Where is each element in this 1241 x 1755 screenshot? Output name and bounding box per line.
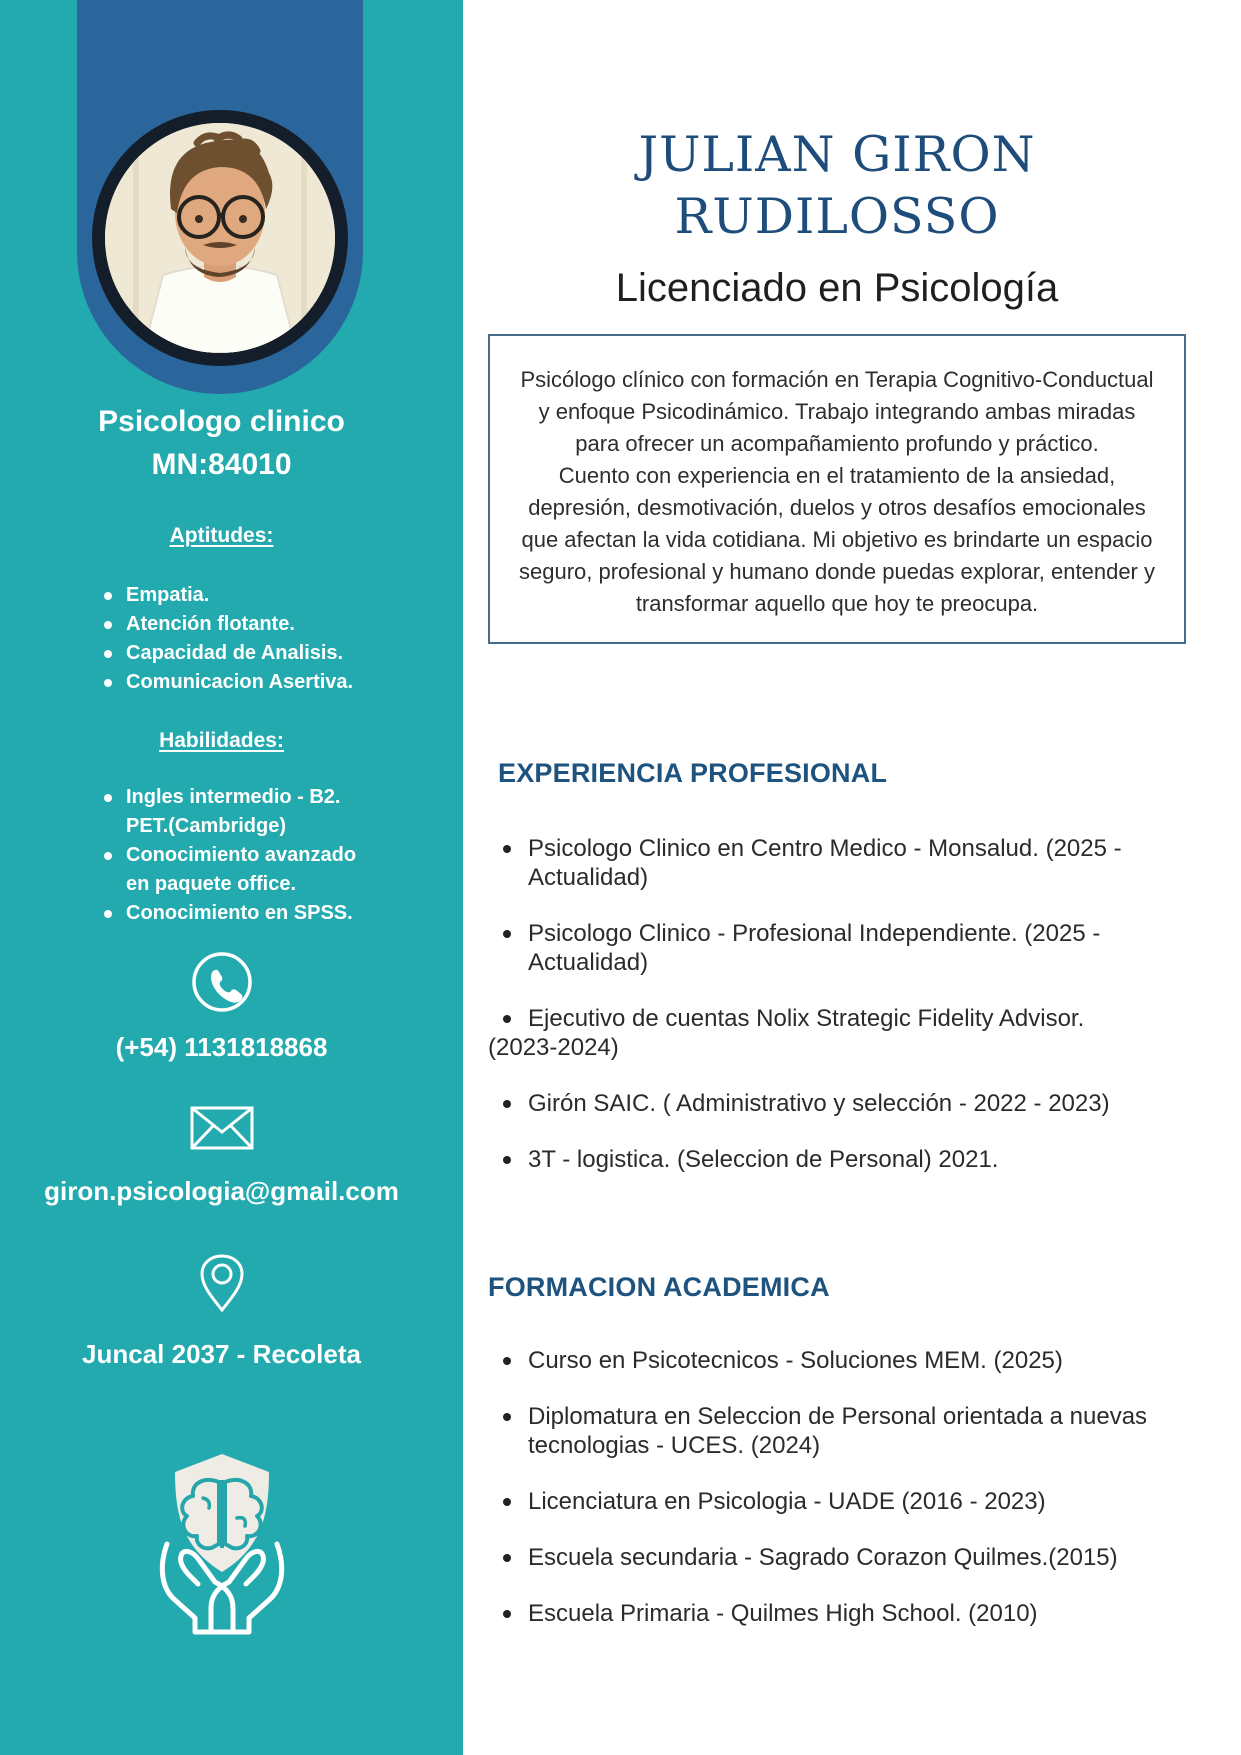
map-pin-icon xyxy=(0,1253,443,1313)
experience-item: Ejecutivo de cuentas Nolix Strategic Fidelity Advisor. (2023-2024) xyxy=(488,1004,1186,1062)
degree-subtitle: Licenciado en Psicología xyxy=(615,266,1059,310)
summary-paragraph: Cuento con experiencia en el tratamiento de la ansiedad, depresión, desmotivación, duelos y otros desafíos emocionales que afectan la vida cotidiana. Mi objetivo es brindarte un espacio seguro, profesional y humano donde puedas explorar, entender y transformar aquello que hoy te preocupa. xyxy=(519,463,1155,616)
list-item: Ingles intermedio - B2. PET.(Cambridge) xyxy=(100,783,362,841)
list-item: Empatia. xyxy=(100,581,380,610)
education-section-heading: FORMACION ACADEMICA xyxy=(488,1272,830,1302)
phone-number: (+54) 1131818868 xyxy=(115,1032,328,1062)
role-title xyxy=(0,400,443,486)
name-line1: JULIAN GIRON xyxy=(638,126,1036,183)
photo-backdrop-pill xyxy=(77,0,363,394)
portrait-avatar-graphic xyxy=(105,123,335,353)
portrait-avatar xyxy=(105,123,335,353)
education-item: Diplomatura en Seleccion de Personal orientada a nuevas tecnologias - UCES. (2024) xyxy=(488,1402,1186,1460)
habilidades-list xyxy=(100,783,362,928)
main-content xyxy=(463,0,1241,1755)
list-item: Conocimiento avanzado en paquete office. xyxy=(100,841,362,899)
brain-in-hands-icon xyxy=(0,1446,443,1636)
registration-number: MN:84010 xyxy=(151,448,292,481)
experience-section-heading: EXPERIENCIA PROFESIONAL xyxy=(498,758,888,788)
education-list xyxy=(488,1346,1186,1628)
education-item: Curso en Psicotecnicos - Soluciones MEM. (2025) xyxy=(488,1346,1186,1375)
list-item: Atención flotante. xyxy=(100,610,380,639)
education-item: Escuela Primaria - Quilmes High School. (2010) xyxy=(488,1599,1186,1628)
education-item: Escuela secundaria - Sagrado Corazon Quilmes.(2015) xyxy=(488,1543,1186,1572)
aptitudes-list xyxy=(100,581,380,697)
habilidades-heading: Habilidades: xyxy=(159,729,284,752)
address: Juncal 2037 - Recoleta xyxy=(82,1339,361,1369)
list-item: Capacidad de Analisis. xyxy=(100,639,380,668)
sidebar xyxy=(0,0,463,1755)
experience-item: Psicologo Clinico en Centro Medico - Monsalud. (2025 - Actualidad) xyxy=(488,834,1186,892)
experience-item: 3T - logistica. (Seleccion de Personal) 2021. xyxy=(488,1145,1186,1174)
role-line1: Psicologo clinico xyxy=(98,405,345,438)
experience-item: Girón SAIC. ( Administrativo y selección - 2022 - 2023) xyxy=(488,1089,1186,1118)
list-item: Conocimiento en SPSS. xyxy=(100,899,362,928)
name-line2: RUDILOSSO xyxy=(674,188,1000,245)
phone-circle-icon xyxy=(0,951,443,1013)
person-name xyxy=(488,124,1186,248)
aptitudes-heading: Aptitudes: xyxy=(169,524,274,547)
experience-item-dates: (2023-2024) xyxy=(488,1034,619,1061)
experience-item: Psicologo Clinico - Profesional Independiente. (2025 - Actualidad) xyxy=(488,919,1186,977)
list-item: Comunicacion Asertiva. xyxy=(100,668,380,697)
envelope-icon xyxy=(0,1106,443,1150)
summary-paragraph: Psicólogo clínico con formación en Terapia Cognitivo-Conductual y enfoque Psicodinámico. Trabajo integrando ambas miradas para ofrecer un acompañamiento profundo y práctico. xyxy=(520,367,1154,456)
profile-summary-box xyxy=(488,334,1186,644)
experience-list xyxy=(488,834,1186,1174)
email-address: giron.psicologia@gmail.com xyxy=(44,1176,399,1206)
photo-ring xyxy=(92,110,348,366)
education-item: Licenciatura en Psicologia - UADE (2016 - 2023) xyxy=(488,1487,1186,1516)
